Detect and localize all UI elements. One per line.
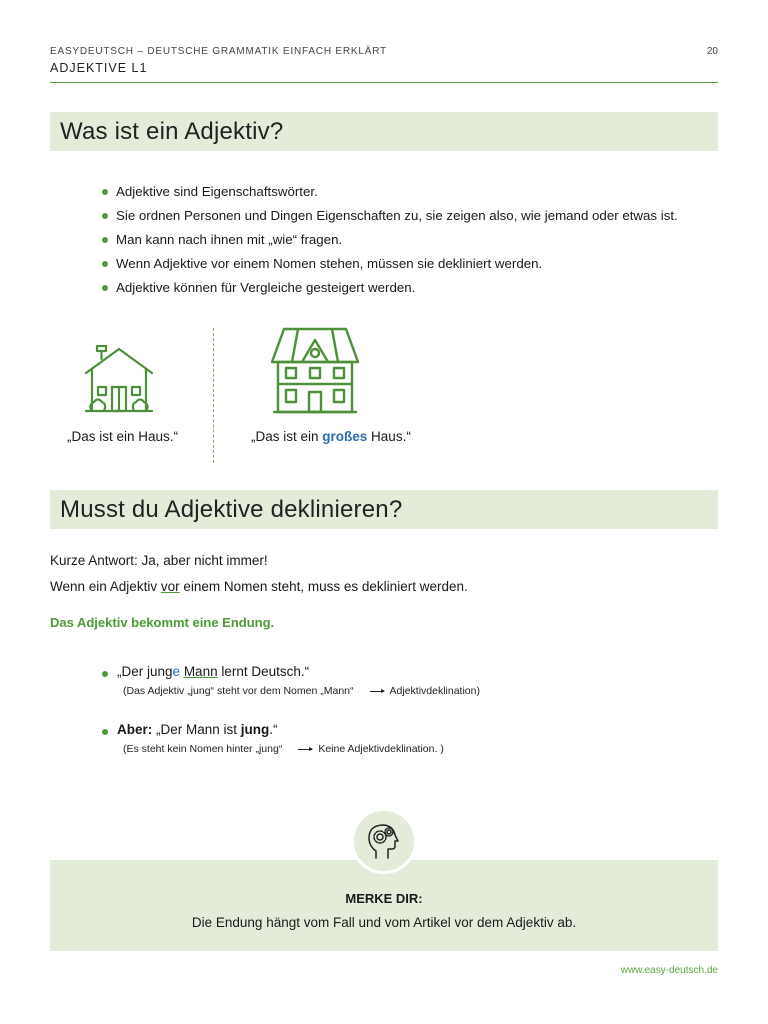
page-header [50,46,718,75]
highlight-statement: Das Adjektiv bekommt eine Endung. [50,615,275,630]
underlined-noun: Mann [183,664,218,679]
example-sentence [100,664,480,679]
caption-small-house: „Das ist ein Haus.“ [67,429,179,444]
arrow-right-icon [370,691,384,692]
note-text: (Das Adjektiv „jung“ steht vor dem Nomen „Mann“ [123,685,354,697]
list-item: Adjektive sind Eigenschaftswörter. [100,180,678,204]
head-gears-icon [351,808,417,874]
note-result: Keine Adjektivdeklination. ) [318,743,444,755]
section-title-1: Was ist ein Adjektiv? [60,118,284,145]
example-note [100,685,480,697]
example-1 [100,664,480,697]
example-note [100,743,444,755]
note-text: (Es steht kein Nomen hinter „jung“ [123,743,283,755]
sentence-part: lernt Deutsch.“ [217,664,310,679]
bullet-dot [102,671,108,677]
series-title: EASYDEUTSCH – DEUTSCHE GRAMMATIK EINFACH ERKLÄRT [50,46,387,57]
section-heading-bar-2 [50,490,718,529]
example-2 [100,722,444,755]
caption-text: Haus.“ [367,429,411,444]
dashed-divider [213,328,215,463]
bullet-dot [102,729,108,735]
merke-title: MERKE DIR: [345,891,423,906]
merke-text: Die Endung hängt vom Fall und vom Artikel vor dem Adjektiv ab. [191,915,577,930]
section-title-2: Musst du Adjektive deklinieren? [60,496,403,523]
sentence-part: „Der jung [117,664,173,679]
rule-text: Wenn ein Adjektiv [50,579,161,594]
example-sentence [100,722,444,737]
short-answer: Kurze Antwort: Ja, aber nicht immer! [50,553,268,568]
underlined-word: vor [160,579,180,594]
footer-website-link[interactable]: www.easy-deutsch.de [620,965,718,976]
definition-list [100,180,678,300]
page-number: 20 [706,46,718,57]
list-item: Sie ordnen Personen und Dingen Eigenschaften zu, sie zeigen also, wie jemand oder etwas ist. [100,204,678,228]
bold-adjective: jung [240,722,270,737]
sentence-part: „Der Mann ist [152,722,241,737]
big-house-icon [270,326,360,416]
caption-text: „Das ist ein [251,429,323,444]
highlighted-adjective: großes [322,429,368,444]
label-aber: Aber: [117,722,153,737]
note-result: Adjektivdeklination) [389,685,480,697]
list-item: Wenn Adjektive vor einem Nomen stehen, müssen sie dekliniert werden. [100,252,678,276]
section-heading-bar-1 [50,112,718,151]
header-divider [50,82,718,83]
small-house-icon [84,345,154,415]
caption-big-house [251,429,411,444]
chapter-title: ADJEKTIVE L1 [50,61,148,75]
rule-sentence [50,579,468,594]
sentence-part: .“ [269,722,278,737]
adjective-ending: e [172,664,181,679]
arrow-right-icon [298,749,312,750]
list-item: Man kann nach ihnen mit „wie“ fragen. [100,228,678,252]
list-item: Adjektive können für Vergleiche gesteigert werden. [100,276,678,300]
rule-text: einem Nomen steht, muss es dekliniert werden. [179,579,468,594]
